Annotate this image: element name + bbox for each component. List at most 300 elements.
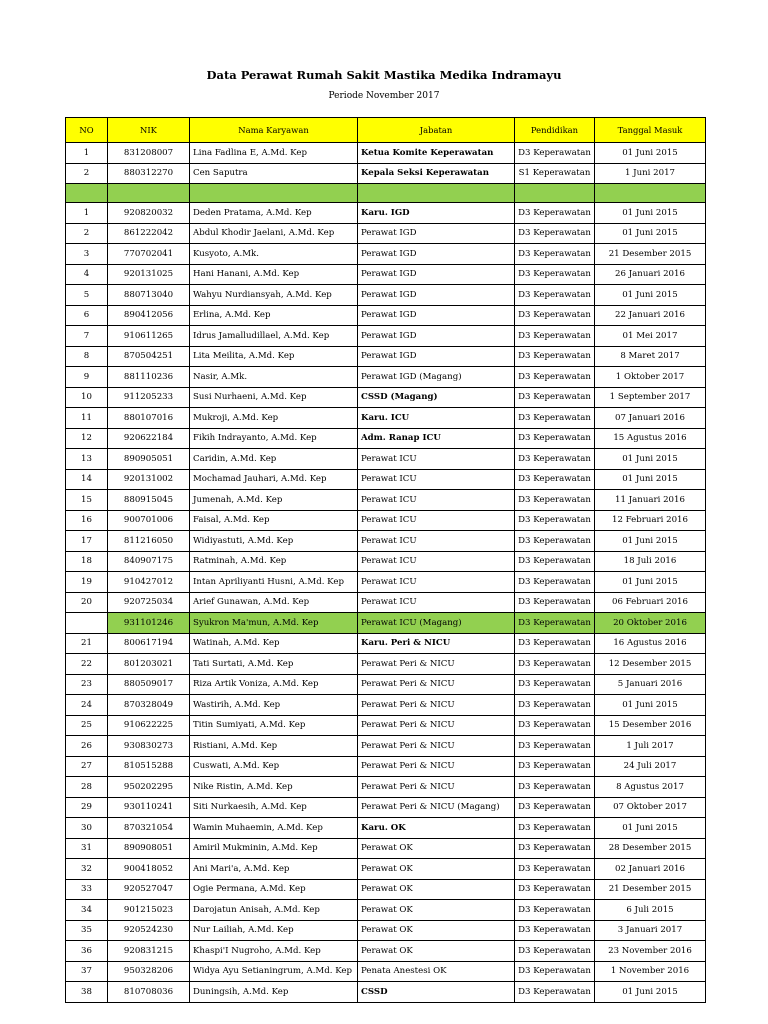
row-no: 36: [66, 941, 108, 962]
row-pendidikan: D3 Keperawatan: [515, 592, 595, 613]
row-nama: Amiril Mukminin, A.Md. Kep: [190, 838, 358, 859]
row-no: 12: [66, 428, 108, 449]
row-nik: 920524230: [108, 920, 190, 941]
document-subtitle: Periode November 2017: [328, 91, 440, 101]
table-row: [66, 305, 706, 326]
row-nik: 900418052: [108, 859, 190, 880]
row-nik: 930830273: [108, 736, 190, 757]
row-nama: Nur Lailiah, A.Md. Kep: [190, 920, 358, 941]
row-tanggal: 21 Desember 2015: [595, 244, 706, 265]
row-pendidikan: D3 Keperawatan: [515, 859, 595, 880]
row-jabatan: Perawat OK: [358, 879, 515, 900]
row-nama: Ogie Permana, A.Md. Kep: [190, 879, 358, 900]
row-nik: 810708036: [108, 982, 190, 1003]
table-row: [66, 818, 706, 839]
table-row: [66, 449, 706, 470]
row-jabatan: Perawat ICU: [358, 572, 515, 593]
table-row: [66, 777, 706, 798]
row-no: 26: [66, 736, 108, 757]
row-tanggal: 01 Juni 2015: [595, 531, 706, 552]
row-nama: Abdul Khodir Jaelani, A.Md. Kep: [190, 223, 358, 244]
row-jabatan: Perawat ICU: [358, 531, 515, 552]
row-nik: 910427012: [108, 572, 190, 593]
row-tanggal: 07 Januari 2016: [595, 408, 706, 429]
row-pendidikan: D3 Keperawatan: [515, 941, 595, 962]
row-nama: Mochamad Jauhari, A.Md. Kep: [190, 469, 358, 490]
row-jabatan: Perawat ICU: [358, 592, 515, 613]
row-pendidikan: D3 Keperawatan: [515, 428, 595, 449]
row-nik: 800617194: [108, 633, 190, 654]
table-row: [66, 900, 706, 921]
table-row: [66, 163, 706, 184]
row-pendidikan: D3 Keperawatan: [515, 838, 595, 859]
row-nama: Kusyoto, A.Mk.: [190, 244, 358, 265]
row-jabatan: Karu. Peri & NICU: [358, 633, 515, 654]
row-jabatan: Perawat Peri & NICU (Magang): [358, 797, 515, 818]
row-nama: Faisal, A.Md. Kep: [190, 510, 358, 531]
row-pendidikan: D3 Keperawatan: [515, 715, 595, 736]
row-tanggal: 07 Oktober 2017: [595, 797, 706, 818]
row-tanggal: 11 Januari 2016: [595, 490, 706, 511]
row-pendidikan: D3 Keperawatan: [515, 203, 595, 224]
row-no: 9: [66, 367, 108, 388]
row-tanggal: 20 Oktober 2016: [595, 613, 706, 634]
row-no: 21: [66, 633, 108, 654]
separator-cell: [515, 184, 595, 203]
row-tanggal: 1 Oktober 2017: [595, 367, 706, 388]
row-nik: 880509017: [108, 674, 190, 695]
row-nik: 880107016: [108, 408, 190, 429]
row-no: 15: [66, 490, 108, 511]
row-tanggal: 8 Agustus 2017: [595, 777, 706, 798]
row-nama: Caridin, A.Md. Kep: [190, 449, 358, 470]
table-row: [66, 326, 706, 347]
staff-table: [65, 117, 706, 1003]
row-nik: 920725034: [108, 592, 190, 613]
row-pendidikan: D3 Keperawatan: [515, 305, 595, 326]
row-nama: Siti Nurkaesih, A.Md. Kep: [190, 797, 358, 818]
row-tanggal: 12 Februari 2016: [595, 510, 706, 531]
row-tanggal: 16 Agustus 2016: [595, 633, 706, 654]
row-tanggal: 23 November 2016: [595, 941, 706, 962]
header-jabatan: Jabatan: [358, 118, 515, 143]
row-jabatan: Penata Anestesi OK: [358, 961, 515, 982]
row-no: 25: [66, 715, 108, 736]
separator-cell: [190, 184, 358, 203]
row-nik: 880915045: [108, 490, 190, 511]
row-nik: 901215023: [108, 900, 190, 921]
row-jabatan: Perawat IGD: [358, 244, 515, 265]
row-nama: Cen Saputra: [190, 163, 358, 184]
row-nama: Titin Sumiyati, A.Md. Kep: [190, 715, 358, 736]
table-row: [66, 428, 706, 449]
row-tanggal: 01 Juni 2015: [595, 449, 706, 470]
row-tanggal: 01 Mei 2017: [595, 326, 706, 347]
row-tanggal: 24 Juli 2017: [595, 756, 706, 777]
row-nik: 890412056: [108, 305, 190, 326]
row-tanggal: 6 Juli 2015: [595, 900, 706, 921]
row-pendidikan: D3 Keperawatan: [515, 326, 595, 347]
row-nama: Khaspi'I Nugroho, A.Md. Kep: [190, 941, 358, 962]
row-nama: Wahyu Nurdiansyah, A.Md. Kep: [190, 285, 358, 306]
row-nik: 831208007: [108, 143, 190, 164]
row-tanggal: 02 Januari 2016: [595, 859, 706, 880]
row-tanggal: 1 Juni 2017: [595, 163, 706, 184]
table-row: [66, 838, 706, 859]
row-nik: 870321054: [108, 818, 190, 839]
row-nik: 881110236: [108, 367, 190, 388]
row-nik: 950202295: [108, 777, 190, 798]
row-no: 28: [66, 777, 108, 798]
row-jabatan: Perawat OK: [358, 920, 515, 941]
row-jabatan: Perawat OK: [358, 941, 515, 962]
row-tanggal: 12 Desember 2015: [595, 654, 706, 675]
row-no: 23: [66, 674, 108, 695]
row-no: 35: [66, 920, 108, 941]
row-nik: 920131002: [108, 469, 190, 490]
row-pendidikan: D3 Keperawatan: [515, 961, 595, 982]
row-nik: 880312270: [108, 163, 190, 184]
row-nik: 920131025: [108, 264, 190, 285]
row-tanggal: 22 Januari 2016: [595, 305, 706, 326]
row-jabatan: Perawat IGD: [358, 223, 515, 244]
row-pendidikan: D3 Keperawatan: [515, 223, 595, 244]
row-nama: Duningsih, A.Md. Kep: [190, 982, 358, 1003]
row-nik: 890908051: [108, 838, 190, 859]
row-pendidikan: D3 Keperawatan: [515, 244, 595, 265]
row-tanggal: 01 Juni 2015: [595, 223, 706, 244]
row-nama: Intan Apriliyanti Husni, A.Md. Kep: [190, 572, 358, 593]
row-tanggal: 01 Juni 2015: [595, 203, 706, 224]
table-row: [66, 285, 706, 306]
row-pendidikan: D3 Keperawatan: [515, 613, 595, 634]
row-pendidikan: D3 Keperawatan: [515, 367, 595, 388]
row-tanggal: 01 Juni 2015: [595, 818, 706, 839]
row-pendidikan: D3 Keperawatan: [515, 797, 595, 818]
row-no: 10: [66, 387, 108, 408]
row-no: 34: [66, 900, 108, 921]
header-pendidikan: Pendidikan: [515, 118, 595, 143]
row-pendidikan: D3 Keperawatan: [515, 551, 595, 572]
row-nama: Watinah, A.Md. Kep: [190, 633, 358, 654]
row-no: 4: [66, 264, 108, 285]
row-nik: 811216050: [108, 531, 190, 552]
table-row: [66, 367, 706, 388]
row-nama: Fikih Indrayanto, A.Md. Kep: [190, 428, 358, 449]
row-nik: 890905051: [108, 449, 190, 470]
table-row: [66, 674, 706, 695]
row-nik: 880713040: [108, 285, 190, 306]
row-jabatan: Perawat IGD: [358, 326, 515, 347]
row-tanggal: 15 Desember 2016: [595, 715, 706, 736]
separator-cell: [108, 184, 190, 203]
row-no: 8: [66, 346, 108, 367]
row-nik: 931101246: [108, 613, 190, 634]
row-jabatan: Perawat Peri & NICU: [358, 674, 515, 695]
row-jabatan: Perawat Peri & NICU: [358, 654, 515, 675]
row-pendidikan: D3 Keperawatan: [515, 285, 595, 306]
row-pendidikan: D3 Keperawatan: [515, 654, 595, 675]
row-nama: Erlina, A.Md. Kep: [190, 305, 358, 326]
row-tanggal: 15 Agustus 2016: [595, 428, 706, 449]
row-pendidikan: D3 Keperawatan: [515, 920, 595, 941]
row-jabatan: Karu. OK: [358, 818, 515, 839]
table-row: [66, 203, 706, 224]
row-nama: Hani Hanani, A.Md. Kep: [190, 264, 358, 285]
row-pendidikan: D3 Keperawatan: [515, 736, 595, 757]
table-row: [66, 551, 706, 572]
row-tanggal: 01 Juni 2015: [595, 695, 706, 716]
row-pendidikan: D3 Keperawatan: [515, 818, 595, 839]
row-pendidikan: D3 Keperawatan: [515, 982, 595, 1003]
row-no: 1: [66, 143, 108, 164]
row-jabatan: Kepala Seksi Keperawatan: [358, 163, 515, 184]
row-jabatan: Perawat Peri & NICU: [358, 695, 515, 716]
header-nama: Nama Karyawan: [190, 118, 358, 143]
header-nik: NIK: [108, 118, 190, 143]
row-nik: 861222042: [108, 223, 190, 244]
separator-cell: [66, 184, 108, 203]
row-pendidikan: S1 Keperawatan: [515, 163, 595, 184]
row-jabatan: Perawat OK: [358, 838, 515, 859]
row-pendidikan: D3 Keperawatan: [515, 469, 595, 490]
row-nama: Widiyastuti, A.Md. Kep: [190, 531, 358, 552]
row-pendidikan: D3 Keperawatan: [515, 264, 595, 285]
table-row: [66, 592, 706, 613]
table-row: [66, 469, 706, 490]
table-row: [66, 387, 706, 408]
row-nama: Susi Nurhaeni, A.Md. Kep: [190, 387, 358, 408]
table-row: [66, 510, 706, 531]
row-nik: 910611265: [108, 326, 190, 347]
row-pendidikan: D3 Keperawatan: [515, 900, 595, 921]
row-nama: Cuswati, A.Md. Kep: [190, 756, 358, 777]
table-row: [66, 572, 706, 593]
row-nama: Mukroji, A.Md. Kep: [190, 408, 358, 429]
row-nama: Wamin Muhaemin, A.Md. Kep: [190, 818, 358, 839]
row-nama: Darojatun Anisah, A.Md. Kep: [190, 900, 358, 921]
row-jabatan: Karu. ICU: [358, 408, 515, 429]
row-nik: 801203021: [108, 654, 190, 675]
row-nama: Idrus Jamalludillael, A.Md. Kep: [190, 326, 358, 347]
row-no: 20: [66, 592, 108, 613]
row-jabatan: Perawat ICU: [358, 510, 515, 531]
row-jabatan: Perawat IGD: [358, 264, 515, 285]
row-tanggal: 21 Desember 2015: [595, 879, 706, 900]
row-jabatan: Perawat ICU: [358, 551, 515, 572]
table-row: [66, 654, 706, 675]
row-no: 32: [66, 859, 108, 880]
row-nik: 920820032: [108, 203, 190, 224]
table-row: [66, 346, 706, 367]
row-nama: Arief Gunawan, A.Md. Kep: [190, 592, 358, 613]
separator-cell: [358, 184, 515, 203]
row-jabatan: Perawat Peri & NICU: [358, 715, 515, 736]
row-pendidikan: D3 Keperawatan: [515, 572, 595, 593]
row-no: 7: [66, 326, 108, 347]
row-no: 6: [66, 305, 108, 326]
row-jabatan: Perawat OK: [358, 859, 515, 880]
row-tanggal: 01 Juni 2015: [595, 143, 706, 164]
row-nama: Deden Pratama, A.Md. Kep: [190, 203, 358, 224]
row-nik: 900701006: [108, 510, 190, 531]
table-row: [66, 920, 706, 941]
table-row: [66, 613, 706, 634]
row-no: 33: [66, 879, 108, 900]
row-tanggal: 01 Juni 2015: [595, 469, 706, 490]
row-tanggal: 5 Januari 2016: [595, 674, 706, 695]
row-jabatan: Perawat Peri & NICU: [358, 756, 515, 777]
row-pendidikan: D3 Keperawatan: [515, 346, 595, 367]
row-no: 11: [66, 408, 108, 429]
row-nama: Wastirih, A.Md. Kep: [190, 695, 358, 716]
row-pendidikan: D3 Keperawatan: [515, 510, 595, 531]
row-jabatan: Perawat ICU: [358, 469, 515, 490]
table-body: [66, 143, 706, 1003]
row-tanggal: 01 Juni 2015: [595, 572, 706, 593]
row-no: 19: [66, 572, 108, 593]
row-no: 3: [66, 244, 108, 265]
row-pendidikan: D3 Keperawatan: [515, 695, 595, 716]
row-nama: Syukron Ma'mun, A.Md. Kep: [190, 613, 358, 634]
table-row: [66, 264, 706, 285]
row-jabatan: Perawat Peri & NICU: [358, 777, 515, 798]
row-tanggal: 06 Februari 2016: [595, 592, 706, 613]
header-tanggal: Tanggal Masuk: [595, 118, 706, 143]
row-no: 14: [66, 469, 108, 490]
row-jabatan: Perawat OK: [358, 900, 515, 921]
row-nik: 930110241: [108, 797, 190, 818]
table-row: [66, 223, 706, 244]
table-header-row: [66, 118, 706, 143]
row-nik: 870504251: [108, 346, 190, 367]
row-no: 38: [66, 982, 108, 1003]
row-pendidikan: D3 Keperawatan: [515, 387, 595, 408]
row-no: 22: [66, 654, 108, 675]
table-row: [66, 961, 706, 982]
row-pendidikan: D3 Keperawatan: [515, 756, 595, 777]
row-jabatan: Perawat ICU: [358, 449, 515, 470]
row-no: 5: [66, 285, 108, 306]
row-nik: 911205233: [108, 387, 190, 408]
row-jabatan: Perawat ICU (Magang): [358, 613, 515, 634]
row-pendidikan: D3 Keperawatan: [515, 531, 595, 552]
table-row: [66, 695, 706, 716]
row-nama: Ani Mari'a, A.Md. Kep: [190, 859, 358, 880]
row-jabatan: Karu. IGD: [358, 203, 515, 224]
row-no: 30: [66, 818, 108, 839]
row-tanggal: 8 Maret 2017: [595, 346, 706, 367]
table-row: [66, 982, 706, 1003]
row-jabatan: Ketua Komite Keperawatan: [358, 143, 515, 164]
document-title: Data Perawat Rumah Sakit Mastika Medika Indramayu: [206, 68, 562, 82]
table-row: [66, 879, 706, 900]
row-jabatan: Perawat IGD: [358, 305, 515, 326]
row-jabatan: Perawat ICU: [358, 490, 515, 511]
row-nik: 840907175: [108, 551, 190, 572]
table-row: [66, 941, 706, 962]
row-pendidikan: D3 Keperawatan: [515, 674, 595, 695]
row-pendidikan: D3 Keperawatan: [515, 879, 595, 900]
row-nik: 870328049: [108, 695, 190, 716]
row-tanggal: 26 Januari 2016: [595, 264, 706, 285]
row-tanggal: 1 Juli 2017: [595, 736, 706, 757]
row-tanggal: 18 Juli 2016: [595, 551, 706, 572]
table-row: [66, 797, 706, 818]
row-jabatan: Perawat IGD: [358, 285, 515, 306]
row-nik: 920527047: [108, 879, 190, 900]
row-nama: Nike Ristin, A.Md. Kep: [190, 777, 358, 798]
row-nama: Lina Fadlina E, A.Md. Kep: [190, 143, 358, 164]
table-row: [66, 244, 706, 265]
row-nama: Riza Artik Voniza, A.Md. Kep: [190, 674, 358, 695]
row-no: 13: [66, 449, 108, 470]
row-nama: Tati Surtati, A.Md. Kep: [190, 654, 358, 675]
row-nik: 770702041: [108, 244, 190, 265]
table-row: [66, 715, 706, 736]
row-no: 24: [66, 695, 108, 716]
row-jabatan: CSSD (Magang): [358, 387, 515, 408]
row-tanggal: 3 Januari 2017: [595, 920, 706, 941]
row-tanggal: 28 Desember 2015: [595, 838, 706, 859]
row-jabatan: Perawat Peri & NICU: [358, 736, 515, 757]
row-no: 2: [66, 163, 108, 184]
row-tanggal: 1 September 2017: [595, 387, 706, 408]
table-row: [66, 531, 706, 552]
row-no: 2: [66, 223, 108, 244]
table-row: [66, 736, 706, 757]
row-nama: Nasir, A.Mk.: [190, 367, 358, 388]
row-nama: Jumenah, A.Md. Kep: [190, 490, 358, 511]
row-no: [66, 613, 108, 634]
row-no: 29: [66, 797, 108, 818]
table-row: [66, 408, 706, 429]
table-row: [66, 633, 706, 654]
row-nik: 950328206: [108, 961, 190, 982]
row-no: 1: [66, 203, 108, 224]
row-tanggal: 01 Juni 2015: [595, 285, 706, 306]
row-pendidikan: D3 Keperawatan: [515, 143, 595, 164]
row-pendidikan: D3 Keperawatan: [515, 490, 595, 511]
row-nik: 920622184: [108, 428, 190, 449]
row-jabatan: Perawat IGD (Magang): [358, 367, 515, 388]
row-pendidikan: D3 Keperawatan: [515, 777, 595, 798]
row-nik: 810515288: [108, 756, 190, 777]
row-nama: Ratminah, A.Md. Kep: [190, 551, 358, 572]
section-separator-row: [66, 184, 706, 203]
row-pendidikan: D3 Keperawatan: [515, 449, 595, 470]
row-nik: 910622225: [108, 715, 190, 736]
row-nama: Ristiani, A.Md. Kep: [190, 736, 358, 757]
table-row: [66, 143, 706, 164]
table-row: [66, 490, 706, 511]
row-jabatan: Perawat IGD: [358, 346, 515, 367]
row-pendidikan: D3 Keperawatan: [515, 408, 595, 429]
row-pendidikan: D3 Keperawatan: [515, 633, 595, 654]
row-jabatan: CSSD: [358, 982, 515, 1003]
header-no: NO: [66, 118, 108, 143]
table-row: [66, 859, 706, 880]
row-no: 18: [66, 551, 108, 572]
table-row: [66, 756, 706, 777]
row-jabatan: Adm. Ranap ICU: [358, 428, 515, 449]
separator-cell: [595, 184, 706, 203]
row-nik: 920831215: [108, 941, 190, 962]
row-nama: Lita Meilita, A.Md. Kep: [190, 346, 358, 367]
row-no: 31: [66, 838, 108, 859]
row-tanggal: 1 November 2016: [595, 961, 706, 982]
row-no: 17: [66, 531, 108, 552]
